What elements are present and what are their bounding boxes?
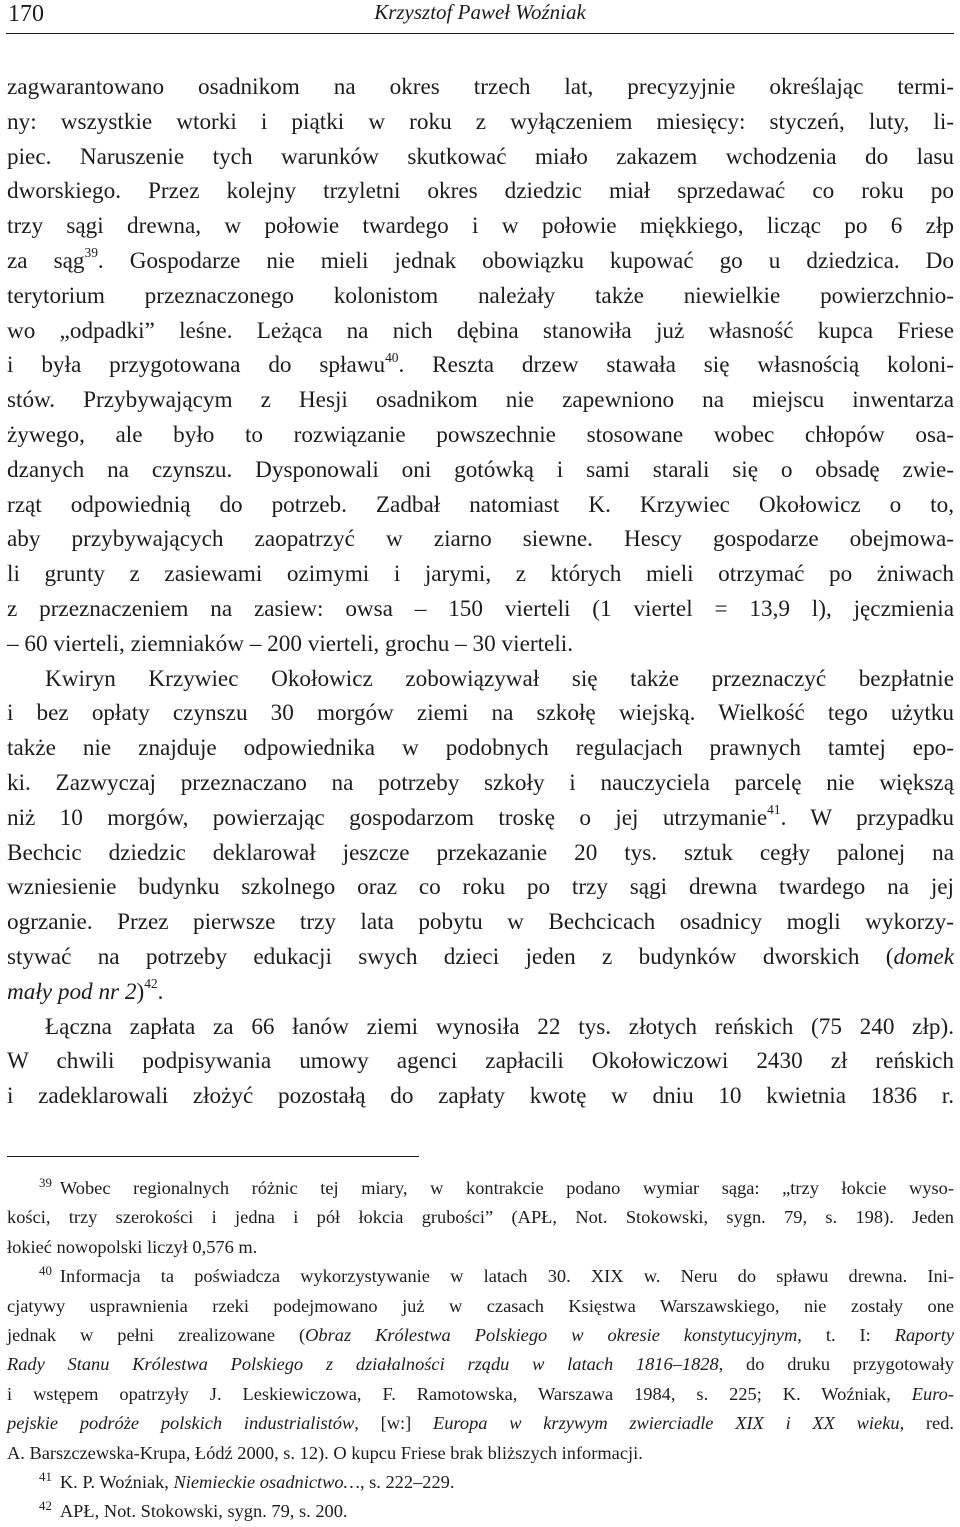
text-line <box>7 1468 954 1497</box>
text-segment: jednak w pełni zrealizowane ( <box>7 1325 306 1346</box>
text-line: ogrzanie. Przez pierwsze trzy lata pobytu w Bechcicach osadnicy mogli wykorzy- <box>7 909 954 936</box>
italic-segment: Obraz Królestwa Polskiego w okresie konstytucyjnym <box>305 1325 798 1346</box>
text-line: wo „odpadki” leśne. Leżąca na nich dębina stanowiła już własność kupca Friese <box>7 317 954 344</box>
text-segment: stywać na potrzeby edukacji swych dzieci jeden z budynków dworskich ( <box>7 943 894 970</box>
text-line: żywego, ale było to rozwiązanie powszechnie stosowane wobec chłopów osa- <box>7 421 954 448</box>
text-line <box>7 940 954 975</box>
text-line <box>7 1262 954 1291</box>
italic-segment: Europa w krzywym zwierciadle XIX i XX wieku <box>433 1413 900 1434</box>
text-line: cjatywy usprawnienia rzeki podejmowano już w czasach Księstwa Warszawskiego, nie zostały one <box>7 1295 954 1316</box>
text-line: dzanych na czynszu. Dysponowali oni gotówką i sami starali się o obsadę zwie- <box>7 456 954 483</box>
italic-segment: domek <box>893 943 954 970</box>
text-line: z przeznaczeniem na zasiew: owsa – 150 vierteli (1 viertel = 13,9 l), jęczmienia <box>7 595 954 622</box>
text-segment: , s. 222–229. <box>359 1472 455 1493</box>
text-line <box>7 1497 954 1526</box>
body-text <box>7 70 954 1114</box>
text-segment: . W przypadku <box>780 804 954 831</box>
italic-segment: pejskie podróże polskich industrialistów <box>7 1413 355 1434</box>
text-segment: i wstępem opatrzyły J. Leskiewiczowa, F. Ramotowska, Warszawa 1984, s. 225; K. Woźniak, <box>7 1383 912 1404</box>
footnote-number: 41 <box>39 1469 52 1484</box>
text-segment: za sąg <box>7 247 85 274</box>
text-line: Bechcic dziedzic deklarował jeszcze przekazanie 20 tys. sztuk cegły palonej na <box>7 839 954 866</box>
text-segment: Wobec regionalnych różnic tej miary, w kontrakcie podano wymiar sąga: „trzy łokcie wyso- <box>59 1178 954 1198</box>
text-segment: . <box>157 978 164 1005</box>
text-line: zagwarantowano osadnikom na okres trzech lat, precyzyjnie określając termi- <box>7 74 954 100</box>
text-line: także nie znajduje odpowiednika w podobnych regulacjach prawnych tamtej epo- <box>7 735 954 762</box>
italic-segment: Rady Stanu Królestwa Polskiego z działalności rządu w latach 1816–1828 <box>7 1354 719 1375</box>
text-line: wzniesienie budynku szkolnego oraz co roku po trzy sągi drewna twardego na jej <box>7 874 954 901</box>
text-line: łokieć nowopolski liczył 0,576 m. <box>7 1236 258 1257</box>
paragraph-3 <box>7 1010 954 1114</box>
text-line <box>7 801 954 836</box>
text-line: stów. Przybywającym z Hesji osadnikom nie zapewniono na miejscu inwentarza <box>7 387 954 414</box>
header-rule <box>6 33 954 34</box>
italic-segment: mały pod nr 2 <box>7 978 137 1005</box>
text-line <box>7 975 954 1010</box>
paragraph-1 <box>7 70 954 662</box>
text-segment: ) <box>136 978 145 1005</box>
text-line: – 60 vierteli, ziemniaków – 200 vierteli, grochu – 30 vierteli. <box>7 630 574 657</box>
text-line: A. Barszczewska-Krupa, Łódź 2000, s. 12). O kupcu Friese brak bliższych informacji. <box>7 1442 643 1463</box>
text-line <box>7 1380 954 1409</box>
text-segment: K. P. Woźniak, <box>59 1472 174 1493</box>
footnote-ref-39[interactable]: 39 <box>84 245 98 261</box>
footnote-number: 39 <box>39 1175 52 1190</box>
text-line: terytorium przeznaczonego kolonistom należały także niewielkie powierzchnio- <box>7 282 954 309</box>
footnote-number: 40 <box>39 1264 52 1279</box>
paragraph-2 <box>7 662 954 1010</box>
text-line <box>7 244 954 279</box>
text-segment: niż 10 morgów, powierzając gospodarzom troskę o jej utrzymanie <box>7 804 768 831</box>
text-segment: . Gospodarze nie mieli jednak obowiązku kupować go u dziedzica. Do <box>97 247 954 274</box>
text-segment: APŁ, Not. Stokowski, sygn. 79, s. 200. <box>59 1501 348 1522</box>
footnote-41 <box>7 1468 954 1497</box>
text-segment: , red. <box>899 1413 954 1434</box>
text-segment: i była przygotowana do spławu <box>7 352 386 379</box>
italic-segment: Niemieckie osadnictwo… <box>173 1472 360 1493</box>
text-line <box>7 348 954 383</box>
footnote-42 <box>7 1497 954 1526</box>
footnote-number: 42 <box>39 1499 52 1514</box>
footnote-ref-41[interactable]: 41 <box>767 801 781 817</box>
text-line: piec. Naruszenie tych warunków skutkować miało zakazem wchodzenia do lasu <box>7 143 954 170</box>
footnote-40 <box>7 1262 954 1468</box>
text-line: rząt odpowiednią do potrzeb. Zadbał natomiast K. Krzywiec Okołowicz o to, <box>7 491 954 518</box>
running-head: Krzysztof Paweł Woźniak <box>374 0 586 24</box>
footnote-39 <box>7 1174 954 1262</box>
italic-segment: Raporty <box>894 1325 954 1346</box>
footnotes <box>7 1174 954 1527</box>
text-line: Kwiryn Krzywiec Okołowicz zobowiązywał się także przeznaczyć bezpłatnie <box>45 665 954 692</box>
footnote-separator <box>7 1156 419 1157</box>
text-line: W chwili podpisywania umowy agenci zapłacili Okołowiczowi 2430 zł reńskich <box>7 1048 954 1075</box>
page-number: 170 <box>8 1 44 27</box>
text-line: kości, trzy szerokości i jedna i pół łokcia grubości” (APŁ, Not. Stokowski, sygn. 79, s. 198). Jeden <box>7 1207 954 1228</box>
footnote-ref-42[interactable]: 42 <box>144 975 158 991</box>
text-segment: , do druku przygotowały <box>718 1354 954 1375</box>
text-line <box>7 1350 954 1379</box>
text-line: dworskiego. Przez kolejny trzyletni okres dziedzic miał sprzedawać co roku po <box>7 178 954 205</box>
text-line: aby przybywających zaopatrzyć w ziarno siewne. Hescy gospodarze obejmowa- <box>7 526 954 553</box>
text-line <box>7 1321 954 1350</box>
text-segment: . Reszta drzew stawała się własnością koloni- <box>398 352 954 379</box>
text-line: ki. Zazwyczaj przeznaczano na potrzeby szkoły i nauczyciela parcelę nie większą <box>7 769 954 796</box>
text-line <box>7 1174 954 1203</box>
text-line <box>7 1409 954 1438</box>
text-line: i zadeklarowali złożyć pozostałą do zapłaty kwotę w dniu 10 kwietnia 1836 r. <box>7 1083 954 1110</box>
text-line: Łączna zapłata za 66 łanów ziemi wynosiła 22 tys. złotych reńskich (75 240 złp). <box>45 1013 954 1040</box>
text-segment: , t. I: <box>797 1325 895 1346</box>
text-line: trzy sągi drewna, w połowie twardego i w połowie miękkiego, licząc po 6 złp <box>7 213 954 240</box>
text-segment: Informacja ta poświadcza wykorzystywanie w latach 30. XIX w. Neru do spławu drewna. Ini- <box>59 1266 954 1287</box>
text-segment: , [w:] <box>354 1413 433 1434</box>
italic-segment: Euro- <box>911 1383 954 1404</box>
text-line: ny: wszystkie wtorki i piątki w roku z wyłączeniem miesięcy: styczeń, luty, li- <box>7 108 954 135</box>
text-line: li grunty z zasiewami ozimymi i jarymi, z których mieli otrzymać po żniwach <box>7 561 954 588</box>
footnote-ref-40[interactable]: 40 <box>385 349 399 365</box>
text-line: i bez opłaty czynszu 30 morgów ziemi na szkołę wiejską. Wielkość tego użytku <box>7 700 954 727</box>
